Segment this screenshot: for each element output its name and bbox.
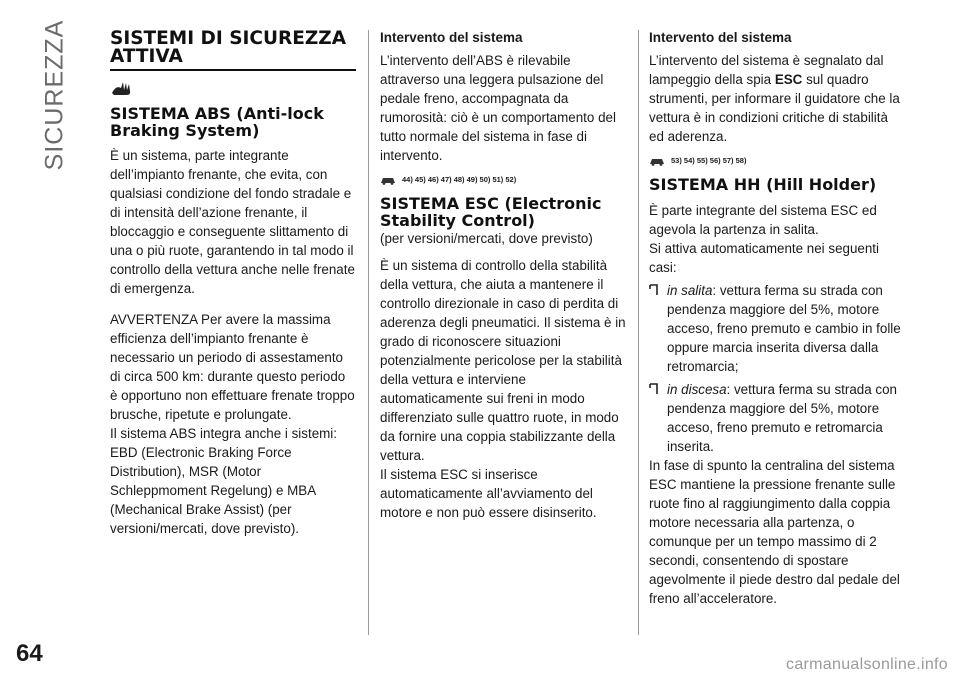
abs-warning-paragraph: AVVERTENZA Per avere la massima efficienza dell’impianto frenante è necessario un periodo di assestamento di circa 500 km: durante questo periodo è opportuno non effettuare frenate troppo brusche, ripetute e prolungate. [110, 312, 355, 422]
hh-bullet-downhill [667, 380, 905, 456]
list-item [649, 380, 905, 456]
warning-refs-text: 44) 45) 46) 47) 48) 49) 50) 51) 52) [402, 174, 517, 184]
section-side-label-text: SICUREZZA [40, 19, 69, 171]
bullet-check-icon [649, 380, 667, 395]
hh-bullet-uphill [667, 281, 905, 376]
column-divider-2 [638, 30, 639, 635]
bullet-check-icon [649, 281, 667, 296]
abs-intervention-paragraph: L’intervento dell’ABS è rilevabile attraverso una leggera pulsazione del pedale freno, accompagnata da rumorosità: ciò è un comportamento del tutto normale del sistema in fase di intervento. [380, 53, 616, 163]
abs-paragraph-3: Il sistema ABS integra anche i sistemi: EBD (Electronic Braking Force Distribution), MSR (Motor Schleppmoment Regelung) e MBA (Mechanical Brake Assist) (per versioni/mercati, dove previsto). [110, 426, 337, 536]
title-rule [110, 69, 356, 71]
column-divider-1 [368, 30, 369, 635]
abs-heading: SISTEMA ABS (Anti-lock Braking System) [110, 104, 324, 140]
esc-intervention-subheading: Intervento del sistema [649, 30, 792, 45]
hh-paragraph-1: È parte integrante del sistema ESC ed agevola la partenza in salita. [649, 203, 877, 237]
section-side-label [28, 20, 82, 170]
list-item [649, 281, 905, 376]
column-2 [380, 30, 626, 522]
hh-bullet-uphill-text: : vettura ferma su strada con pendenza maggiore del 5%, motore acceso, freno premuto e cambio in folle oppure marcia inserita diversa dalla retromarcia; [667, 283, 901, 374]
abs-intervention-subheading: Intervento del sistema [380, 30, 523, 45]
esc-indicator-label: ESC [774, 72, 803, 87]
hh-bullet-uphill-term: in salita [667, 283, 713, 298]
warning-car-icon [649, 154, 665, 166]
esc-heading: SISTEMA ESC (Electronic Stability Control) [380, 194, 602, 230]
hh-paragraph-2: Si attiva automaticamente nei seguenti casi: [649, 241, 880, 275]
esc-intervention-text-b: sul quadro strumenti, per informare il guidatore che la vettura è in condizioni critiche di stabilità ed aderenza. [649, 72, 900, 144]
hh-bullet-downhill-term: in discesa [667, 382, 727, 397]
hh-heading: SISTEMA HH (Hill Holder) [649, 175, 877, 194]
esc-availability-note: (per versioni/mercati, dove previsto) [380, 231, 593, 246]
esc-paragraph-2: Il sistema ESC si inserisce automaticamente all’avviamento del motore e non può essere disinserito. [380, 467, 597, 520]
esc-intervention-paragraph [649, 51, 905, 146]
section-title: SISTEMI DI SICUREZZA ATTIVA [110, 28, 347, 67]
hh-bullet-downhill-text: : vettura ferma su strada con pendenza maggiore del 5%, motore acceso, freno premuto e retromarcia inserita. [667, 382, 897, 454]
warning-refs-text: 53) 54) 55) 56) 57) 58) [671, 155, 747, 165]
esc-intervention-text-a: L’intervento del sistema è segnalato dal lampeggio della spia [649, 53, 884, 87]
column-3 [649, 30, 905, 608]
driving-hand-icon [110, 79, 356, 97]
page-number: 64 [16, 640, 43, 667]
warning-refs-abs [380, 173, 626, 185]
warning-car-icon [380, 173, 396, 185]
esc-paragraph-1: È un sistema di controllo della stabilità della vettura, che aiuta a mantenere il controllo direzionale in caso di perdita di aderenza degli pneumatici. Il sistema è in grado di riconoscere situazioni potenzialmente pericolose per la stabilità della vettura e interviene automaticamente sui freni in modo differenziato sulle quattro ruote, in modo da fornire una coppia stabilizzante della vettura. [380, 258, 626, 463]
column-1 [110, 30, 356, 538]
warning-refs-esc [649, 154, 905, 166]
hh-paragraph-3: In fase di spunto la centralina del sistema ESC mantiene la pressione frenante sulle ruote fino al raggiungimento dalla coppia motore necessaria alla partenza, o comunque per un tempo massimo di 2 secondi, consentendo di spostare agevolmente il piede destro dal pedale del freno all’acceleratore. [649, 458, 900, 606]
source-watermark: carmanualsonline.info [786, 656, 948, 673]
abs-paragraph-1: È un sistema, parte integrante dell’impianto frenante, che evita, con qualsiasi condizione del fondo stradale e di intensità dell’azione frenante, il bloccaggio e conseguente slittamento di una o più ruote, garantendo in tal modo il controllo della vettura anche nelle frenate di emergenza. [110, 148, 355, 296]
